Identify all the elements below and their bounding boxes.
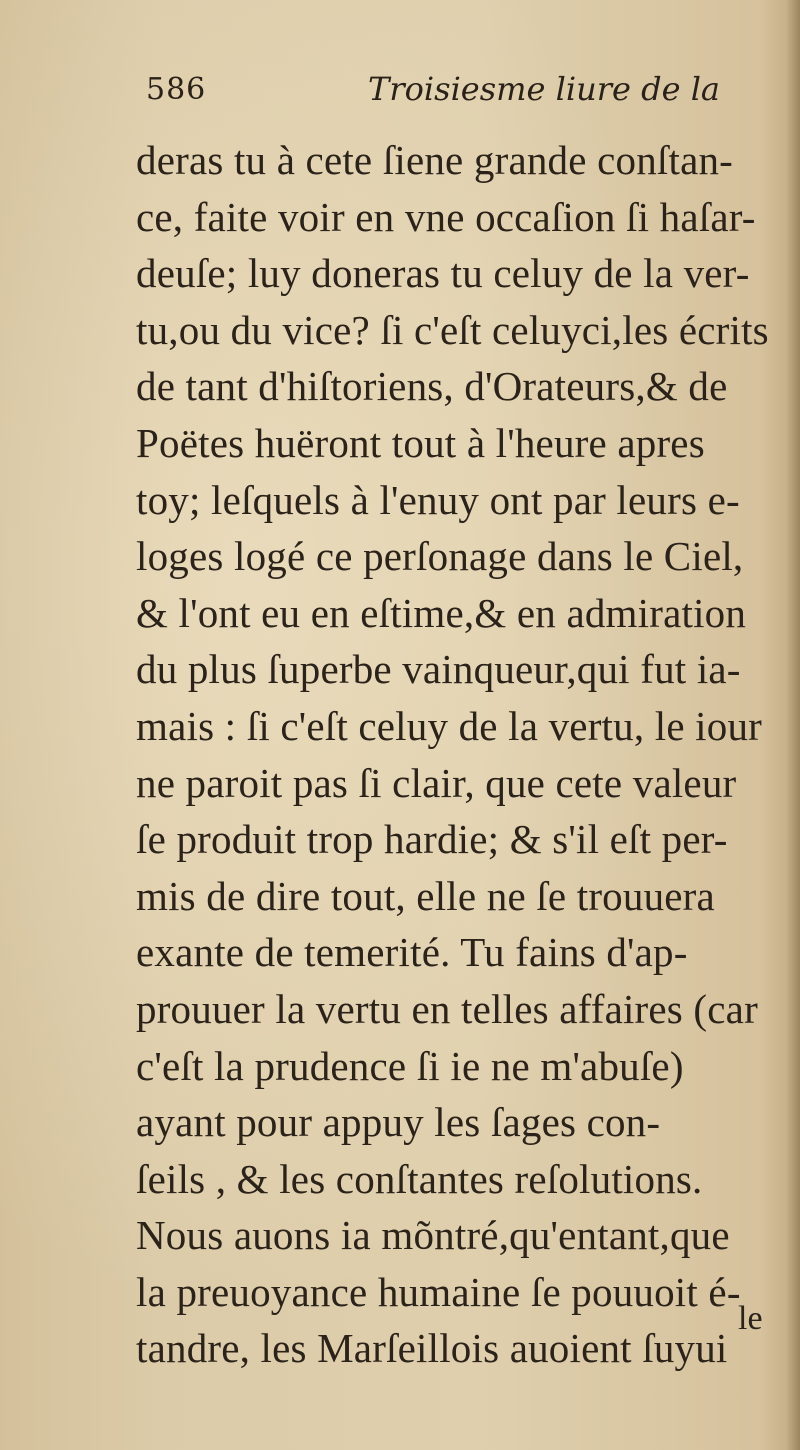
text-line: tandre, les Marſeillois auoient ſuyui <box>136 1325 728 1372</box>
text-line: deuſe; luy doneras tu celuy de la ver- <box>136 250 750 297</box>
text-line: tu,ou du vice? ſi c'eſt celuyci,les écrits <box>136 306 769 353</box>
text-line: ſeils , & les conſtantes reſolutions. <box>136 1155 703 1202</box>
text-line: prouuer la vertu en telles affaires (car <box>136 985 758 1032</box>
text-line: de tant d'hiſtoriens, d'Orateurs,& de <box>136 363 728 410</box>
running-title: Troisiesme liure de la <box>368 70 720 108</box>
text-line: mais : ſi c'eſt celuy de la vertu, le iour <box>136 702 763 749</box>
text-line: ayant pour appuy les ſages con- <box>136 1099 661 1146</box>
text-line: deras tu à cete ſiene grande conſtan- <box>136 137 734 183</box>
catchword: le <box>738 1300 763 1337</box>
text-line: & l'ont eu en eſtime,& en admiration <box>136 589 747 636</box>
text-line: loges logé ce perſonage dans le Ciel, <box>136 533 744 580</box>
text-line: Poëtes huëront tout à l'heure apres <box>136 419 705 466</box>
text-line: toy; leſquels à l'enuy ont par leurs e- <box>136 476 740 523</box>
text-line: mis de dire tout, elle ne ſe trouuera <box>136 872 715 919</box>
body-text <box>136 132 796 1377</box>
text-line: ce, faite voir en vne occaſion ſi haſar- <box>136 193 756 240</box>
text-line: Nous auons ia mõntré,qu'entant,que <box>136 1212 730 1259</box>
text-line: du plus ſuperbe vainqueur,qui fut ia- <box>136 646 741 693</box>
running-head <box>146 70 720 120</box>
text-line: ne paroit pas ſi clair, que cete valeur <box>136 759 737 806</box>
text-line: la preuoyance humaine ſe pouuoit é- <box>136 1268 741 1315</box>
text-line: c'eſt la prudence ſi ie ne m'abuſe) <box>136 1042 684 1089</box>
text-line: ſe produit trop hardie; & s'il eſt per- <box>136 816 728 863</box>
page-number: 586 <box>146 72 207 107</box>
text-line: exante de temerité. Tu fains d'ap- <box>136 929 688 976</box>
